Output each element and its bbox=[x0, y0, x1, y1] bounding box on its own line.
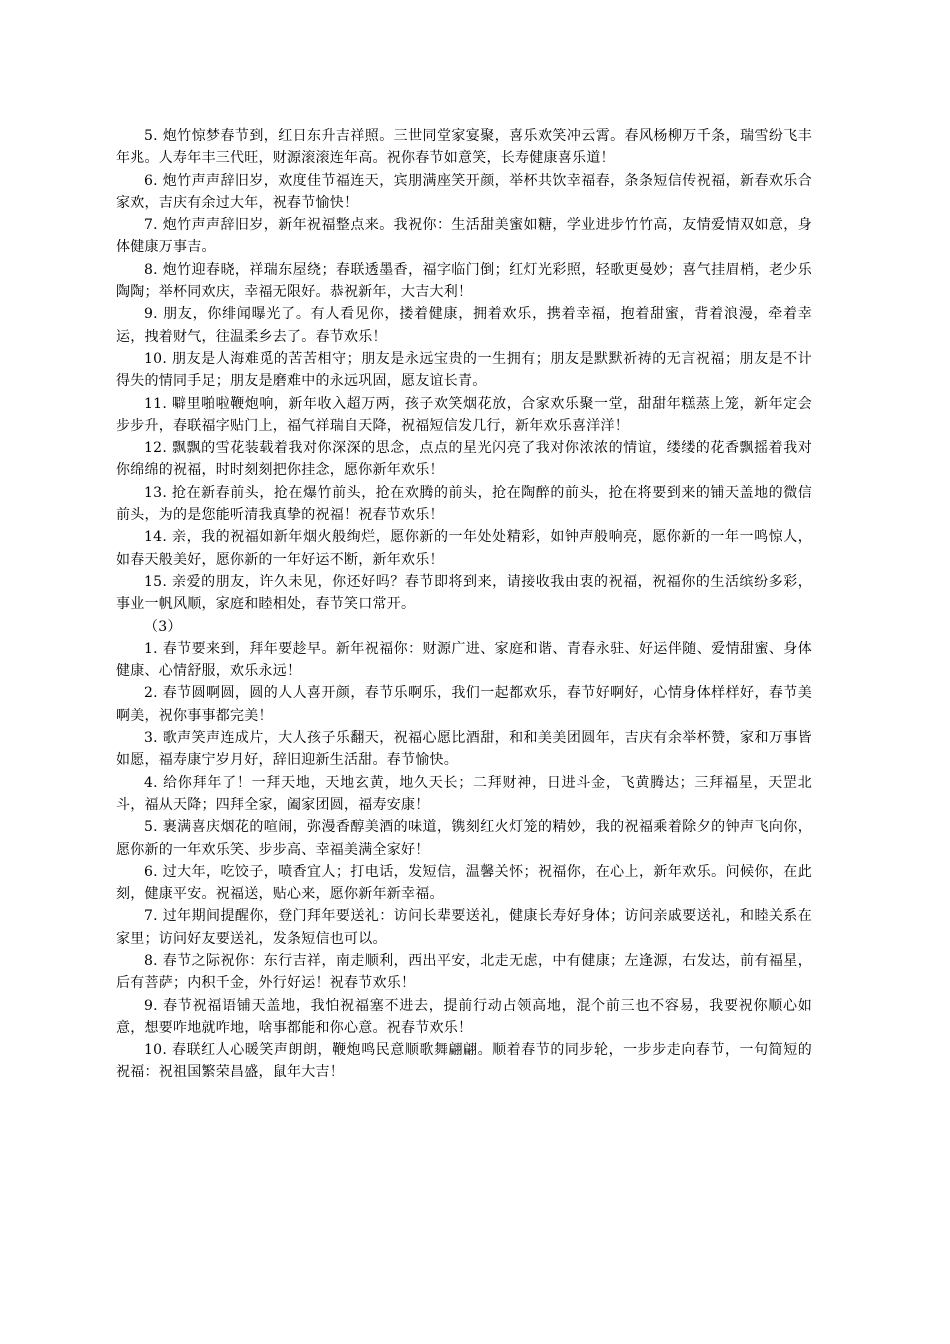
paragraph-greeting: 14. 亲，我的祝福如新年烟火般绚烂，愿你新的一年处处精彩，如钟声般响亮，愿你新的一年一鸣惊人，如春天般美好，愿你新的一年好运不断，新年欢乐！ bbox=[116, 529, 812, 568]
paragraph-greeting: 9. 朋友，你绯闻曝光了。有人看见你，搂着健康，拥着欢乐，携着幸福，抱着甜蜜，背着浪漫，牵着幸运，拽着财气，往温柔乡去了。春节欢乐！ bbox=[116, 306, 812, 345]
paragraph-greeting: 3. 歌声笑声连成片，大人孩子乐翻天，祝福心愿比酒甜，和和美美团圆年，吉庆有余举杯赞，家和万事皆如愿，福寿康宁岁月好，辞旧迎新生活甜。春节愉快。 bbox=[116, 730, 812, 769]
paragraph-greeting: 2. 春节圆啊圆，圆的人人喜开颜，春节乐啊乐，我们一起都欢乐，春节好啊好，心情身体样样好，春节美啊美，祝你事事都完美！ bbox=[116, 685, 812, 724]
paragraph-greeting: 15. 亲爱的朋友，许久未见，你还好吗？春节即将到来，请接收我由衷的祝福，祝福你的生活缤纷多彩，事业一帆风顺，家庭和睦相处，春节笑口常开。 bbox=[116, 573, 812, 613]
paragraph-greeting: 7. 炮竹声声辞旧岁，新年祝福整点来。我祝你：生活甜美蜜如糖，学业进步竹竹高，友情爱情双如意，身体健康万事吉。 bbox=[116, 217, 812, 256]
paragraph-greeting: 5. 炮竹惊梦春节到，红日东升吉祥照。三世同堂家宴聚，喜乐欢笑冲云霄。春风杨柳万千条，瑞雪纷飞丰年兆。人寿年丰三代旺，财源滚滚连年高。祝你春节如意笑，长寿健康喜乐道！ bbox=[116, 128, 812, 167]
paragraph-greeting: 7. 过年期间提醒你，登门拜年要送礼：访问长辈要送礼，健康长寿好身体；访问亲戚要送礼，和睦关系在家里；访问好友要送礼，发条短信也可以。 bbox=[116, 908, 812, 947]
document-body bbox=[116, 125, 812, 1084]
paragraph-greeting: 4. 给你拜年了！一拜天地，天地玄黄，地久天长；二拜财神，日进斗金，飞黄腾达；三拜福星，天罡北斗，福从天降；四拜全家，阖家团圆，福寿安康！ bbox=[116, 774, 812, 813]
paragraph-greeting: 5. 裹满喜庆烟花的喧闹，弥漫香醇美酒的味道，镌刻红火灯笼的精妙，我的祝福乘着除夕的钟声飞向你，愿你新的一年欢乐笑、步步高、幸福美满全家好！ bbox=[116, 819, 812, 858]
paragraph-greeting: 10. 朋友是人海难觅的苦苦相守；朋友是永远宝贵的一生拥有；朋友是默默祈祷的无言祝福；朋友是不计得失的情同手足；朋友是磨难中的永远巩固，愿友谊长青。 bbox=[116, 350, 812, 390]
section-heading: （3） bbox=[144, 618, 182, 635]
paragraph-greeting: 10. 春联红人心暖笑声朗朗，鞭炮鸣民意顺歌舞翩翩。顺着春节的同步轮，一步步走向春节，一句简短的祝福：祝祖国繁荣昌盛，鼠年大吉！ bbox=[116, 1042, 812, 1081]
paragraph-greeting: 11. 噼里啪啦鞭炮响，新年收入超万两，孩子欢笑烟花放，合家欢乐聚一堂，甜甜年糕蒸上笼，新年定会步步升，春联福字贴门上，福气祥瑞自天降，祝福短信发几行，新年欢乐喜洋洋！ bbox=[116, 395, 812, 434]
paragraph-greeting: 8. 春节之际祝你：东行吉祥，南走顺利，西出平安，北走无虑，中有健康；左逢源，右发达，前有福星，后有菩萨；内积千金，外行好运！祝春节欢乐！ bbox=[116, 952, 812, 992]
paragraph-greeting: 13. 抢在新春前头，抢在爆竹前头，抢在欢腾的前头，抢在陶醉的前头，抢在将要到来的铺天盖地的微信前头，为的是您能听清我真挚的祝福！祝春节欢乐！ bbox=[116, 484, 812, 524]
paragraph-greeting: 9. 春节祝福语铺天盖地，我怕祝福塞不进去，提前行动占领高地，混个前三也不容易，我要祝你顺心如意，想要咋地就咋地，啥事都能和你心意。祝春节欢乐！ bbox=[116, 997, 812, 1036]
paragraph-greeting: 6. 炮竹声声辞旧岁，欢度佳节福连天，宾朋满座笑开颜，举杯共饮幸福春，条条短信传祝福，新春欢乐合家欢，吉庆有余过大年，祝春节愉快！ bbox=[116, 172, 812, 211]
paragraph-greeting: 8. 炮竹迎春晓，祥瑞东屋绕；春联透墨香，福字临门倒；红灯光彩照，轻歌更曼妙；喜气挂眉梢，老少乐陶陶；举杯同欢庆，幸福无限好。恭祝新年，大吉大利！ bbox=[116, 261, 812, 301]
paragraph-greeting: 6. 过大年，吃饺子，喷香宜人；打电话，发短信，温馨关怀；祝福你，在心上，新年欢乐。问候你，在此刻，健康平安。祝福送，贴心来，愿你新年新幸福。 bbox=[116, 863, 812, 903]
paragraph-greeting: 1. 春节要来到，拜年要趁早。新年祝福你：财源广进、家庭和谐、青春永驻、好运伴随、爱情甜蜜、身体健康、心情舒服，欢乐永远！ bbox=[116, 640, 812, 680]
paragraph-greeting: 12. 飘飘的雪花装载着我对你深深的思念，点点的星光闪亮了我对你浓浓的情谊，缕缕的花香飘摇着我对你绵绵的祝福，时时刻刻把你挂念，愿你新年欢乐！ bbox=[116, 440, 812, 479]
